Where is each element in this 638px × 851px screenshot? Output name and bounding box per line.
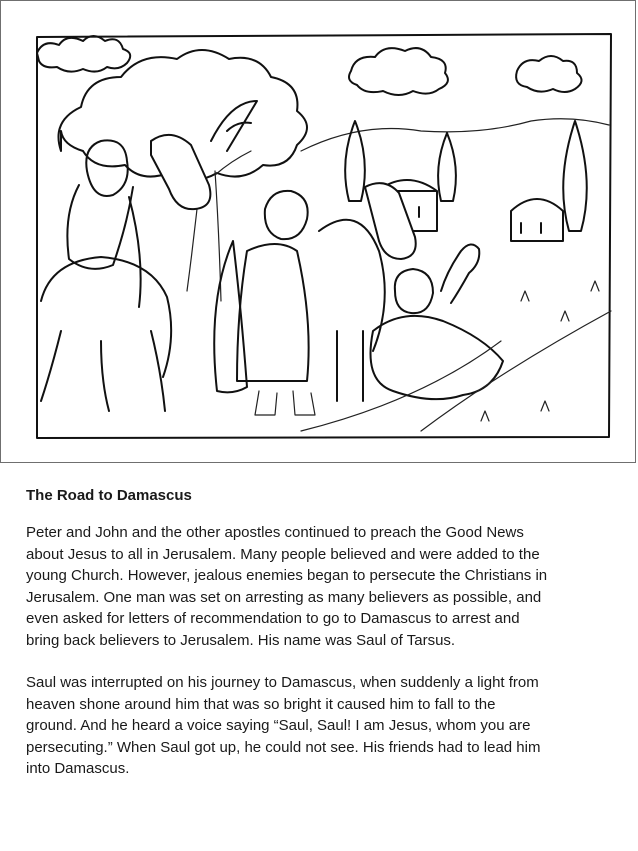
house-right: [511, 199, 563, 241]
story-paragraph-2: Saul was interrupted on his journey to Damascus, when suddenly a light from heaven shone around him that was so bright it caused him to fall to the ground. And he heard a voice saying “Saul, Saul! I am Jesus, whom you are persecuting.” When Saul got up, he could not see. His friends had to lead him into Damascus.: [26, 674, 541, 777]
coloring-illustration: [1, 1, 637, 464]
cloud-right: [516, 56, 581, 92]
saul-head: [395, 269, 433, 313]
left-horse-head: [151, 135, 210, 209]
cypress-tree-2: [438, 133, 456, 201]
middle-soldier: [237, 191, 309, 381]
soldier-shield: [214, 241, 247, 392]
left-rider: [67, 140, 133, 268]
cloud-left: [37, 36, 130, 72]
cloud-middle: [349, 48, 448, 95]
story-text: [26, 486, 626, 801]
story-title: The Road to Damascus: [26, 487, 192, 504]
road-edge: [301, 311, 611, 431]
soldier-sandals: [255, 391, 315, 415]
saul-arm-raised: [441, 244, 479, 303]
cypress-tree-3: [563, 121, 587, 231]
story-paragraph-1: Peter and John and the other apostles continued to preach the Good News about Jesus to all in Jerusalem. Many people believed and were added to the young Church. However, jealous enemies began to persecute the Christians in Jerusalem. One man was set on arresting as many believers as possible, and even asked for letters of recommendation to go to Damascus to arrest and bring back believers to Jerusalem. His name was Saul of Tarsus.: [26, 524, 548, 649]
right-horse-head: [365, 183, 416, 259]
left-horse-body: [41, 197, 171, 411]
palm-frond: [211, 101, 257, 151]
